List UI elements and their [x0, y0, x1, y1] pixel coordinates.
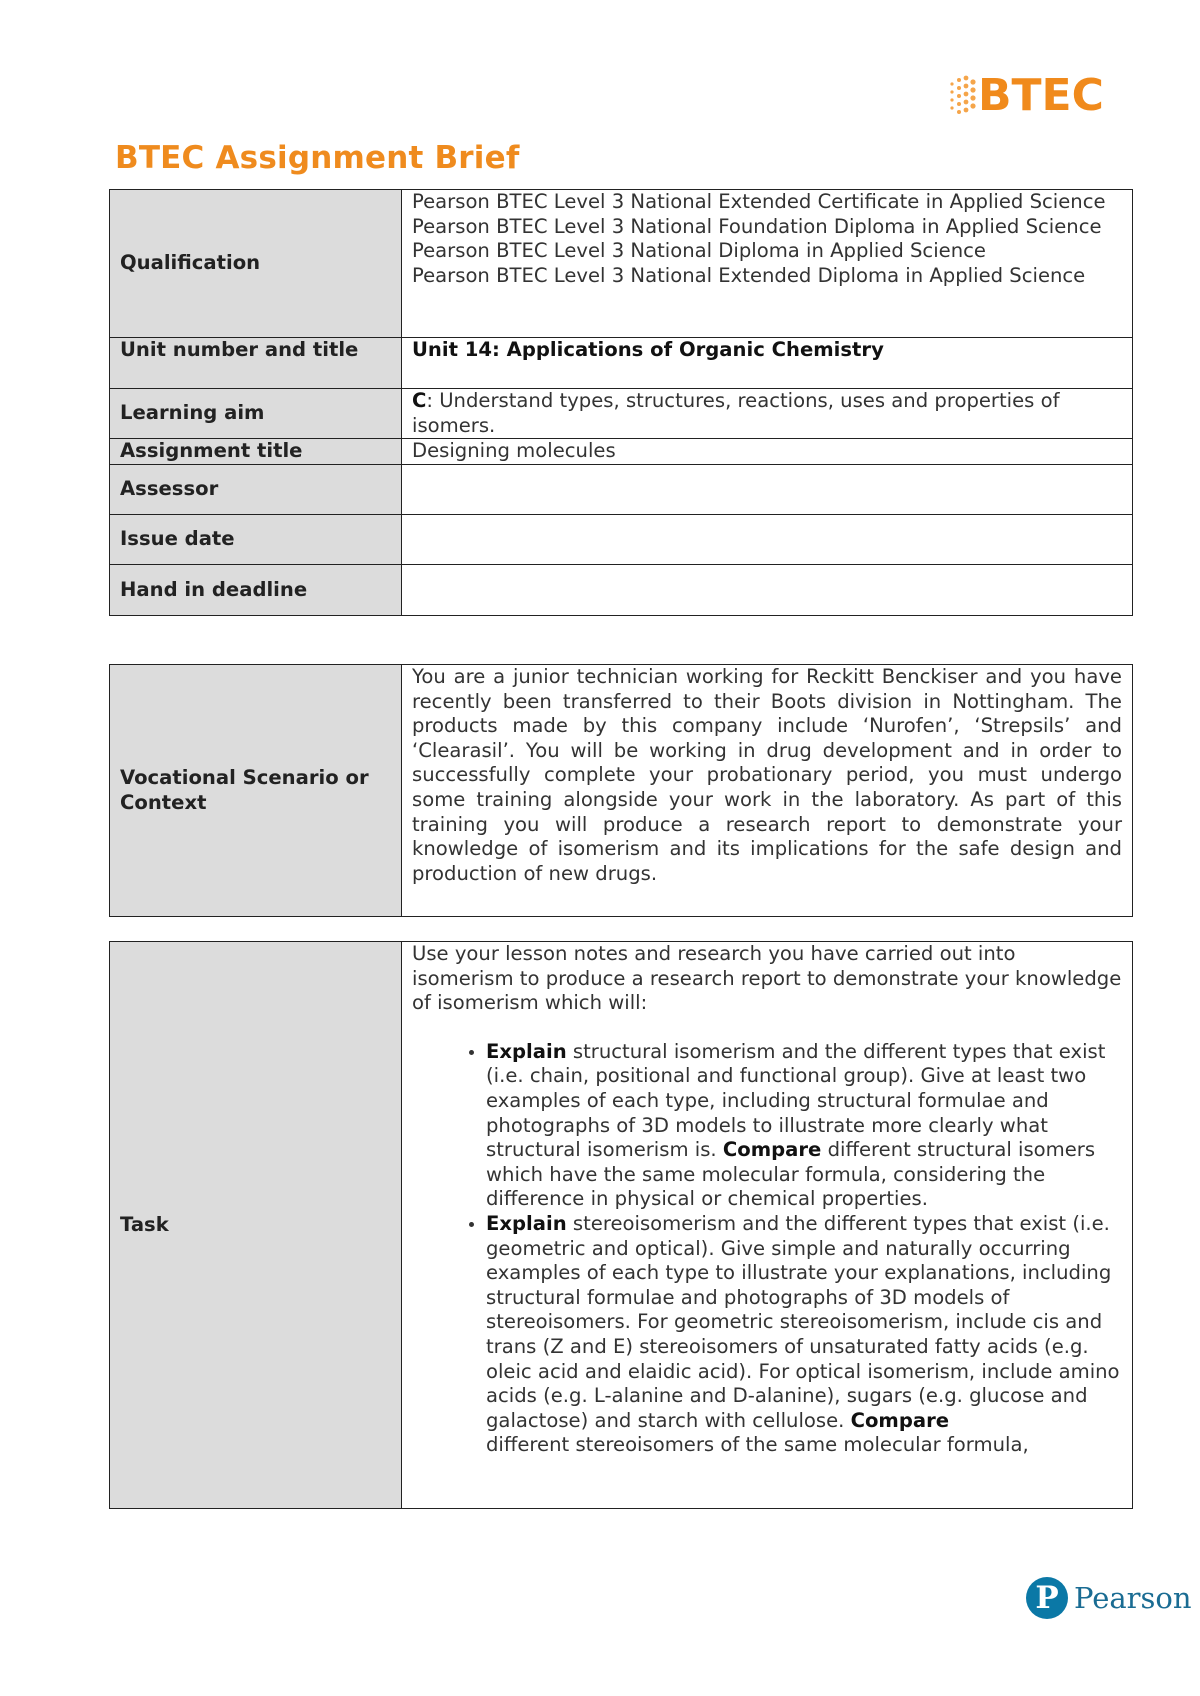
unit-label: Unit number and title — [110, 338, 402, 389]
issue-date-value[interactable] — [402, 515, 1133, 565]
task-verb: Compare — [722, 1138, 822, 1162]
pearson-logo-text: Pearson — [1074, 1581, 1192, 1615]
pearson-logo — [1026, 1577, 1192, 1619]
issue-date-row — [110, 515, 1133, 565]
unit-value: Unit 14: Applications of Organic Chemistry — [402, 338, 1133, 389]
assignment-title-label: Assignment title — [110, 439, 402, 465]
btec-logo — [948, 70, 1104, 121]
task-text: different stereoisomers of the same molecular formula, — [486, 1433, 1029, 1457]
task-table — [109, 941, 1133, 1509]
task-content — [402, 942, 1133, 1509]
scenario-row — [110, 665, 1133, 917]
qualification-row — [110, 190, 1133, 338]
task-verb: Compare — [850, 1408, 950, 1432]
btec-dots-icon — [948, 74, 976, 118]
task-intro: Use your lesson notes and research you have carried out into isomerism to produce a research report to demonstrate your knowledge of isomerism which will: — [412, 942, 1122, 1015]
deadline-row — [110, 565, 1133, 616]
issue-date-label: Issue date — [110, 515, 402, 565]
learning-aim-code: C — [412, 389, 427, 412]
qualification-label: Qualification — [110, 190, 402, 338]
assessor-label: Assessor — [110, 465, 402, 515]
task-row — [110, 942, 1133, 1509]
qualification-line: Pearson BTEC Level 3 National Diploma in Applied Science — [412, 239, 986, 263]
learning-aim-text: : Understand types, structures, reactions, uses and properties of isomers. — [412, 389, 1060, 437]
assessor-value[interactable] — [402, 465, 1133, 515]
scenario-table — [109, 664, 1133, 917]
qualification-line: Pearson BTEC Level 3 National Foundation Diploma in Applied Science — [412, 214, 1102, 238]
task-verb: Explain — [486, 1211, 567, 1235]
assessor-row — [110, 465, 1133, 515]
task-text: structural isomerism and the different types that exist (i.e. chain, positional and functional group). Give at least two examples of each type, including structural formulae and photographs of 3D models to illustrate more clearly what structural isomerism is. — [486, 1039, 1106, 1162]
assignment-title-value: Designing molecules — [402, 439, 1133, 465]
learning-aim-value — [402, 389, 1133, 439]
page-title: BTEC Assignment Brief — [115, 140, 520, 176]
task-verb: Explain — [486, 1039, 567, 1063]
scenario-label: Vocational Scenario or Context — [110, 665, 402, 917]
pearson-mark-letter: P — [1035, 1580, 1059, 1616]
list-item — [486, 1040, 1122, 1212]
task-text: stereoisomerism and the different types that exist (i.e. geometric and optical). Give simple and naturally occurring examples of each type to illustrate your explanations, including structural formulae and photographs of 3D models of stereoisomers. For geometric stereoisomerism, include cis and trans (Z and E) stereoisomers of unsaturated fatty acids (e.g. oleic acid and elaidic acid). For optical isomerism, include amino acids (e.g. L-alanine and D-alanine), sugars (e.g. glucose and galactose) and starch with cellulose. — [486, 1211, 1120, 1432]
deadline-label: Hand in deadline — [110, 565, 402, 616]
assignment-title-row — [110, 439, 1133, 465]
unit-row — [110, 338, 1133, 389]
scenario-text: You are a junior technician working for Reckitt Benckiser and you have recently been transferred to their Boots division in Nottingham. The products made by this company include ‘Nurofen’, ‘Strepsils’ and ‘Clearasil’. You will be working in drug development and in order to successfully complete your probationary period, you must undergo some training alongside your work in the laboratory. As part of this training you will produce a research report to demonstrate your knowledge of isomerism and its implications for the safe design and production of new drugs. — [402, 665, 1133, 917]
task-label: Task — [110, 942, 402, 1509]
task-list — [412, 1040, 1122, 1458]
list-item — [486, 1212, 1122, 1458]
learning-aim-row — [110, 389, 1133, 439]
pearson-mark-icon — [1026, 1577, 1068, 1619]
learning-aim-label: Learning aim — [110, 389, 402, 439]
qualification-line: Pearson BTEC Level 3 National Extended Diploma in Applied Science — [412, 263, 1086, 287]
deadline-value[interactable] — [402, 565, 1133, 616]
btec-logo-text: BTEC — [978, 70, 1104, 121]
qualification-value — [402, 190, 1133, 338]
assignment-info-table — [109, 189, 1133, 616]
task-text: different structural isomers which have the same molecular formula, considering the difference in physical or chemical properties. — [486, 1138, 1096, 1211]
qualification-line: Pearson BTEC Level 3 National Extended Certificate in Applied Science — [412, 190, 1106, 213]
